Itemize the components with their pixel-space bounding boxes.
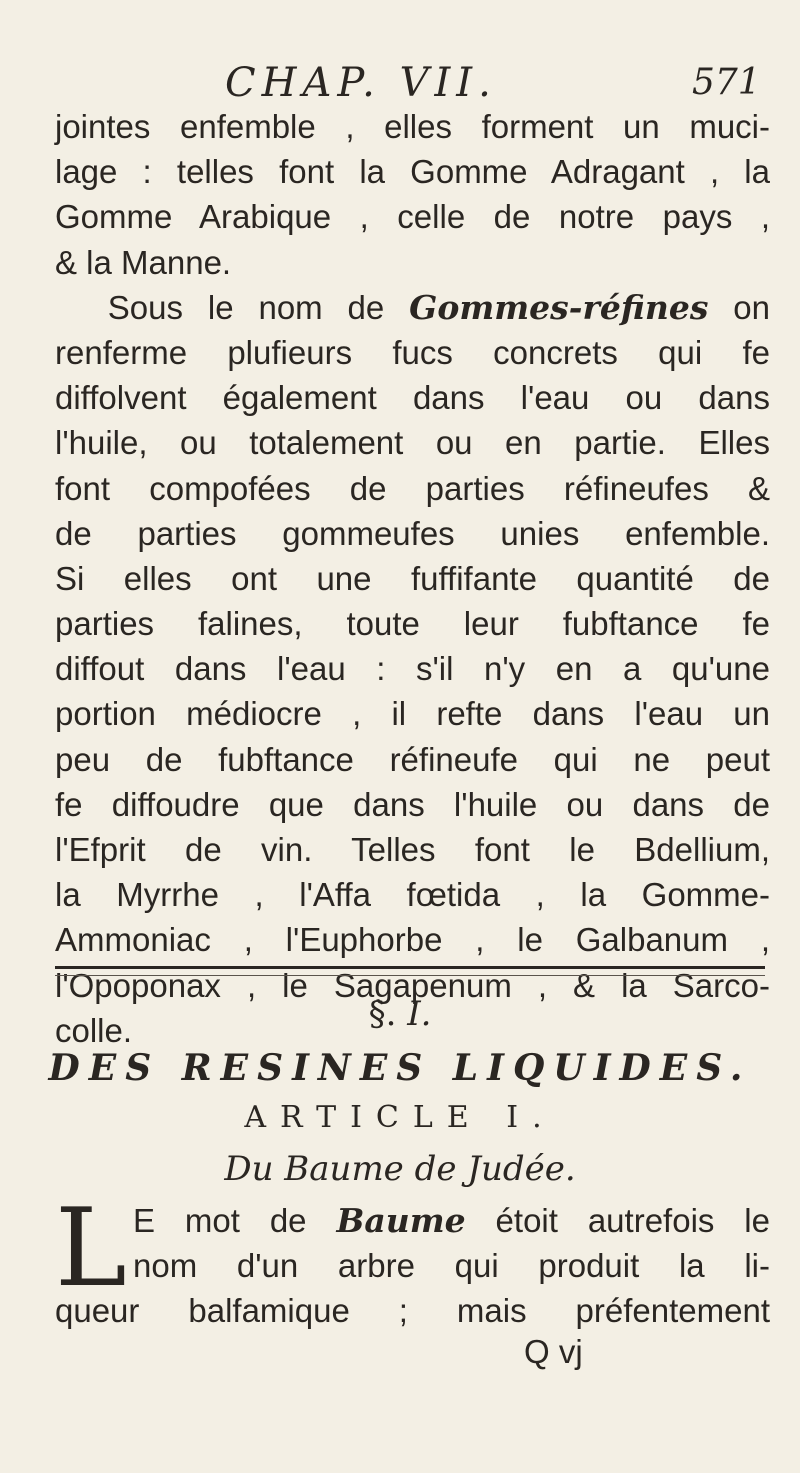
drop-cap: L (55, 1186, 127, 1311)
page-number: 571 (692, 62, 761, 103)
emphasis-gommes-resines: Gommes-réfines (409, 287, 709, 327)
text-fragment: étoit autrefois le (495, 1202, 770, 1239)
text-line: font compofées de parties réfineufes & (55, 469, 770, 507)
text-line: Gomme Arabique , celle de notre pays , (55, 198, 770, 236)
article-paragraph (55, 1186, 770, 1334)
running-head: CHAP. VII. (225, 60, 497, 106)
page-header (0, 58, 800, 108)
article-subtitle: Du Baume de Judée. (224, 1149, 576, 1189)
text-line (55, 285, 770, 330)
text-fragment: Sous le nom de (107, 288, 385, 326)
text-line: Ammoniac , l'Euphorbe , le Galbanum , (55, 921, 770, 959)
article-heading: ARTICLE I. (244, 1100, 556, 1135)
body-text (55, 104, 770, 1053)
text-line (55, 1198, 770, 1243)
text-line: renferme plufieurs fucs concrets qui fe (55, 333, 770, 371)
text-fragment: on (733, 288, 771, 326)
text-line: diffolvent également dans l'eau ou dans (55, 379, 770, 417)
section-number: I. (407, 994, 432, 1034)
text-line: Si elles ont une fuffifante quantité de (55, 559, 770, 597)
text-line: la Myrrhe , l'Affa fœtida , la Gomme- (55, 876, 770, 914)
section-sign: §. (368, 994, 397, 1034)
text-line: parties falines, toute leur fubftance fe (55, 605, 770, 643)
text-line: de parties gommeufes unies enfemble. (55, 514, 770, 552)
section-title: DES RESINES LIQUIDES. (48, 1047, 752, 1089)
text-line: l'huile, ou totalement ou en partie. Elles (55, 424, 770, 462)
text-line: nom d'un arbre qui produit la li- (133, 1247, 770, 1285)
text-line: peu de fubftance réfineufe qui ne peut (55, 740, 770, 778)
text-line: diffout dans l'eau : s'il n'y en a qu'une (55, 650, 770, 688)
text-line: fe diffoudre que dans l'huile ou dans de (55, 785, 770, 823)
text-line: colle. (55, 1011, 133, 1049)
emphasis-baume: Baume (336, 1201, 466, 1240)
text-line: l'Opoponax , le Sagapenum , & la Sarco- (55, 966, 770, 1004)
text-line: l'Efprit de vin. Telles font le Bdellium, (55, 831, 770, 868)
text-fragment: E mot de (133, 1202, 307, 1239)
text-line: queur balfamique ; mais préfentement (55, 1292, 770, 1330)
section-mark (0, 992, 800, 1036)
text-line: portion médiocre , il refte dans l'eau un (55, 695, 770, 733)
text-line: & la Manne. (55, 243, 232, 281)
catchword-signature: Q vj (524, 1333, 583, 1370)
section-divider-rule (55, 966, 765, 976)
text-line: lage : telles font la Gomme Adragant , la (55, 153, 770, 191)
text-line: jointes enfemble , elles forment un muci- (55, 108, 770, 145)
